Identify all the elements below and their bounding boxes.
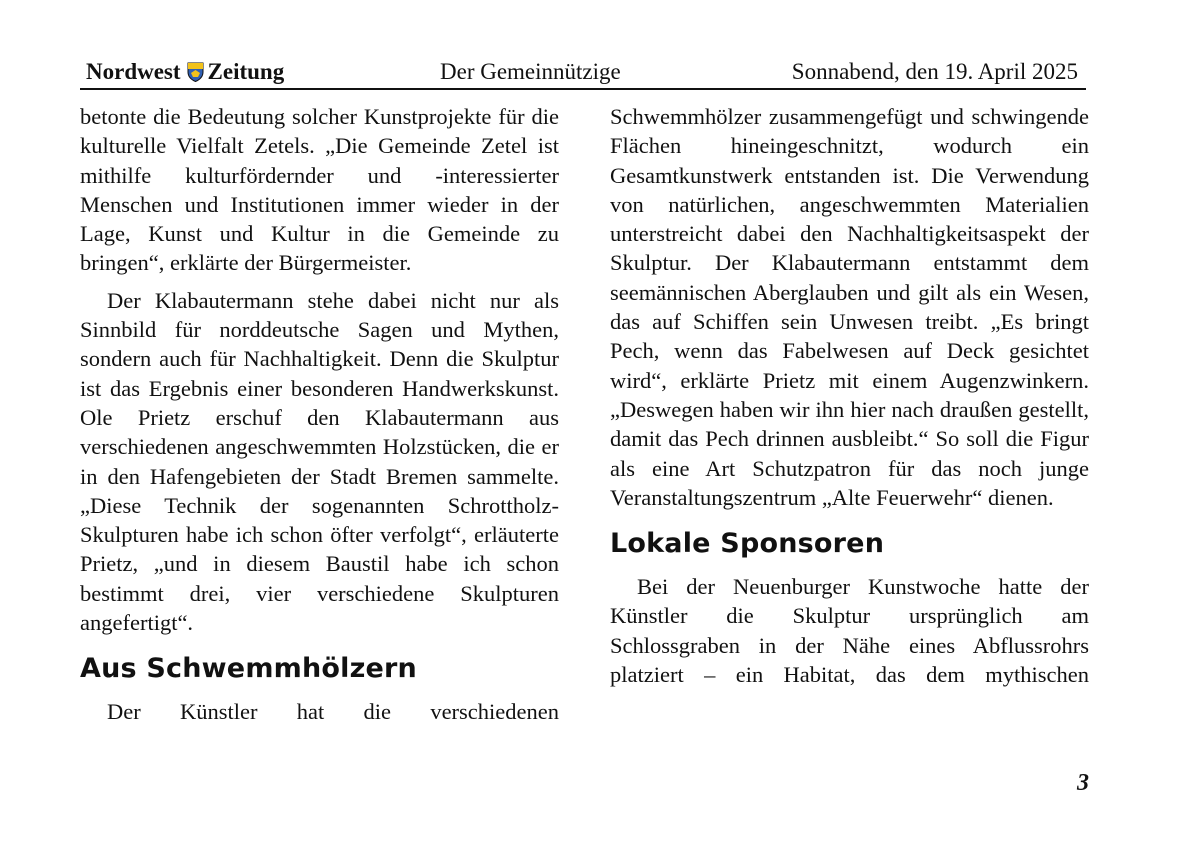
newspaper-masthead (86, 59, 284, 85)
subheading: Aus Schwemmhölzern (80, 653, 417, 685)
subheading: Lokale Sponsoren (610, 528, 885, 560)
paragraph: Schwemmhölzer zusammengefügt und schwingende Flächen hineingeschnitzt, wodurch ein Gesamtkunstwerk entstanden ist. Die Verwendung von natürlichen, angeschwemmten Materialien unterstreicht dabei den Nachhaltigkeitsaspekt der Skulptur. Der Klabautermann entstammt dem seemännischen Aberglauben und gilt als ein Wesen, das auf Schiffen sein Unwesen treibt. „Es bringt Pech, wenn das Fabelwesen auf Deck gesichtet wird“, erklärte Prietz mit einem Augenzwinkern. „Deswegen haben wir ihn hier nach draußen gestellt, damit das Pech drinnen ausbleibt.“ So soll die Figur als eine Art Schutzpatron für das noch junge Veranstaltungszentrum „Alte Feuerwehr“ dienen. (610, 104, 1089, 510)
paragraph: Bei der Neuenburger Kunstwoche hatte der Künstler die Skulptur ursprünglich am Schlossgraben in der Nähe eines Abflussrohrs platziert – ein Habitat, das dem mythischen (610, 574, 1089, 688)
left-column (80, 102, 559, 727)
issue-date: Sonnabend, den 19. April 2025 (791, 59, 1078, 84)
paragraph: Der Künstler hat die verschiedenen (107, 699, 559, 725)
coat-of-arms-icon (187, 62, 204, 82)
section-title: Der Gemeinnützige (440, 59, 621, 84)
masthead-word-right: Zeitung (207, 59, 285, 84)
page-number: 3 (1077, 770, 1089, 796)
masthead-word-left: Nordwest (86, 59, 181, 84)
right-column (610, 102, 1089, 689)
paragraph: betonte die Bedeutung solcher Kunstprojekte für die kulturelle Vielfalt Zetels. „Die Gemeinde Zetel ist mithilfe kulturfördernder und -interessierter Menschen und Institutionen immer wieder in der Lage, Kunst und Kultur in die Gemeinde zu bringen“, erklärte der Bürgermeister. (80, 104, 559, 276)
paragraph: Der Klabautermann stehe dabei nicht nur als Sinnbild für norddeutsche Sagen und Mythen, sondern auch für Nachhaltigkeit. Denn die Skulptur ist das Ergebnis einer besonderen Handwerkskunst. Ole Prietz erschuf den Klabautermann aus verschiedenen angeschwemmten Holzstücken, die er in den Hafengebieten der Stadt Bremen sammelte. „Diese Technik der sogenannten Schrottholz-Skulpturen habe ich schon öfter verfolgt“, erläuterte Prietz, „und in diesem Baustil habe ich schon bestimmt drei, vier verschiedene Skulpturen angefertigt“. (80, 287, 559, 636)
page-header (80, 58, 1086, 90)
